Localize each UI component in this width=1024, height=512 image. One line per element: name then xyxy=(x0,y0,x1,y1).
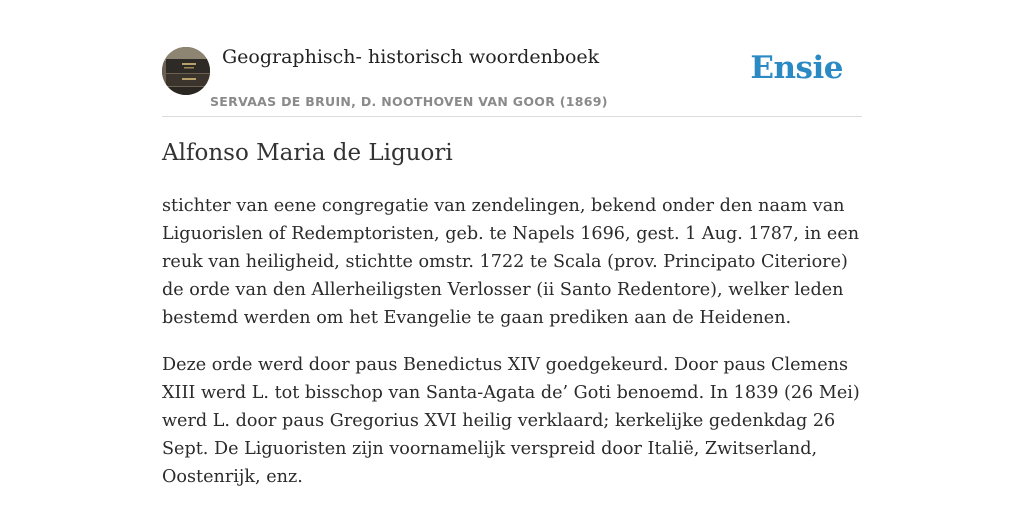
book-cover-avatar[interactable] xyxy=(162,47,210,95)
book-title[interactable]: Geographisch- historisch woordenboek xyxy=(222,46,600,68)
entry-body xyxy=(162,192,862,510)
ensie-logo[interactable]: Ensie xyxy=(750,50,843,86)
book-cover-icon xyxy=(162,47,210,95)
entry-title: Alfonso Maria de Liguori xyxy=(162,140,453,166)
source-header xyxy=(162,46,862,117)
entry-paragraph: Deze orde werd door paus Benedictus XIV goedgekeurd. Door paus Clemens XIII werd L. tot bisschop van Santa-Agata de’ Goti benoemd. In 1839 (26 Mei) werd L. door paus Gregorius XVI heilig verklaard; kerkelijke gedenkdag 26 Sept. De Liguoristen zijn voornamelijk verspreid door Italië, Zwitserland, Oostenrijk, enz. xyxy=(162,355,860,487)
book-author: SERVAAS DE BRUIN, D. NOOTHOVEN VAN GOOR (1869) xyxy=(210,94,608,109)
entry-paragraph: stichter van eene congregatie van zendelingen, bekend onder den naam van Liguorislen of Redemptoristen, geb. te Napels 1696, gest. 1 Aug. 1787, in een reuk van heiligheid, stichtte omstr. 1722 te Scala (prov. Principato Citeriore) de orde van den Allerheiligsten Verlosser (ii Santo Redentore), welker leden bestemd werden om het Evangelie te gaan prediken aan de Heidenen. xyxy=(162,196,860,328)
